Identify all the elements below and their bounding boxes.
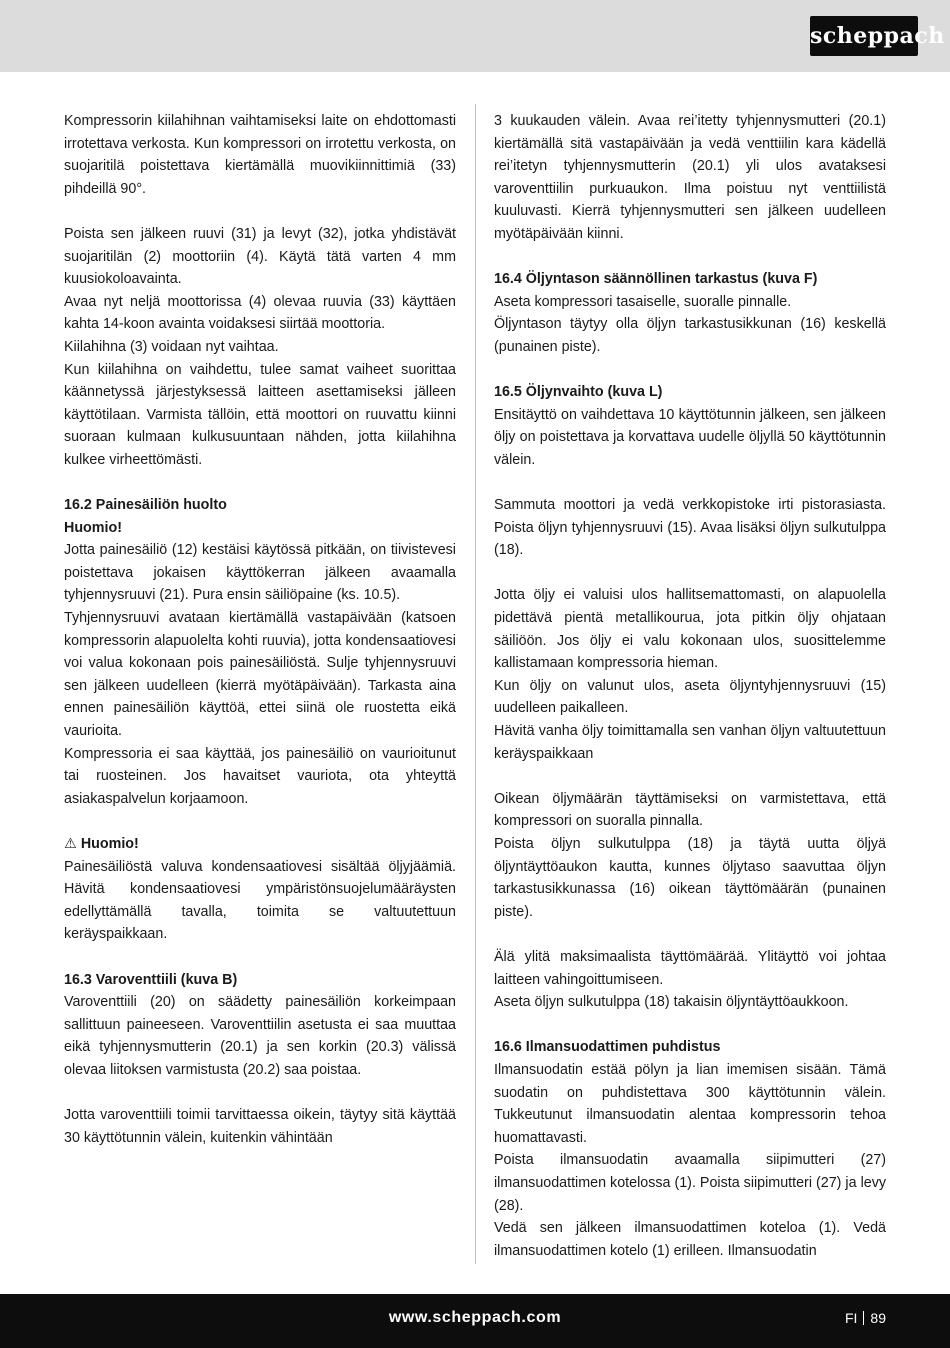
section-heading-16-3: 16.3 Varoventtiili (kuva B) bbox=[64, 971, 238, 988]
paragraph: Poista sen jälkeen ruuvi (31) ja levyt (32), jotka yhdistävät suojaritilän (2) moottoriin (4). Käytä tätä varten 4 mm kuusiokoloavainta. bbox=[64, 225, 456, 288]
paragraph: Poista öljyn sulkutulppa (18) ja täytä uutta öljyä öljyntäyttöaukon kautta, kunnes öljytaso saavuttaa öljyn tarkastusikkunassa (16) oikean täyttömäärän (punainen piste). bbox=[494, 836, 886, 920]
paragraph: Varoventtiili (20) on säädetty painesäiliön korkeimpaan sallittuun paineeseen. Varoventtiilin asetusta ei saa muuttaa eikä tyhjennysmutterin (20.1) ja sen korkin (20.3) välissä olevaa liitoksen varmistusta (20.2) saa poistaa. bbox=[64, 994, 456, 1078]
paragraph: Kun kiilahihna on vaihdettu, tulee samat vaiheet suorittaa käännetyssä järjestyksessä laitteen asettamiseksi jälleen käyttötilaan. Varmista tällöin, että moottori on ruuvattu kiinni suoraan kulmaan kulkusuuntaan nähden, jotta kiilahihna kulkee virheettömästi. bbox=[64, 361, 456, 468]
notice-heading: Huomio! bbox=[64, 519, 122, 536]
paragraph: Jotta varoventtiili toimii tarvittaessa oikein, täytyy sitä käyttää 30 käyttötunnin välein, kuitenkin vähintään bbox=[64, 1107, 456, 1146]
paragraph: Vedä sen jälkeen ilmansuodattimen koteloa (1). Vedä ilmansuodattimen kotelo (1) erilleen. Ilmansuodatin bbox=[494, 1220, 886, 1259]
left-column bbox=[64, 110, 456, 1149]
paragraph: Painesäiliöstä valuva kondensaatiovesi sisältää öljyjäämiä. Hävitä kondensaatiovesi ympäristönsuojelumääräysten edellyttämällä tavalla, toimita se valtuutettuun keräyspaikkaan. bbox=[64, 858, 456, 943]
scheppach-logo: scheppach bbox=[810, 16, 918, 56]
paragraph: Jotta painesäiliö (12) kestäisi käytössä pitkään, on tiivistevesi poistettava jokaisen käyttökerran jälkeen avaamalla tyhjennysruuvi (21). Pura ensin säiliöpaine (ks. 10.5). bbox=[64, 542, 456, 604]
paragraph: Älä ylitä maksimaalista täyttömäärää. Ylitäyttö voi johtaa laitteen vahingoittumiseen. bbox=[494, 948, 886, 988]
paragraph: Sammuta moottori ja vedä verkkopistoke irti pistorasiasta. Poista öljyn tyhjennysruuvi (15). Avaa lisäksi öljyn sulkutulppa (18). bbox=[494, 497, 886, 559]
warning-heading bbox=[64, 833, 456, 856]
paragraph: Kompressorin kiilahihnan vaihtamiseksi laite on ehdottomasti irrotettava verkosta. Kun kompressori on irrotettu verkosta, on suojaritilä poistettava kiertämällä muovikiinnittimiä (33) pihdeillä 90°. bbox=[64, 113, 456, 197]
paragraph: Ilmansuodatin estää pölyn ja lian imemisen sisään. Tämä suodatin on puhdistettava 300 käyttötunnin välein. Tukkeutunut ilmansuodatin alentaa kompressorin tehoa huomattavasti. bbox=[494, 1061, 886, 1146]
page-number-block bbox=[845, 1294, 886, 1342]
paragraph: Avaa nyt neljä moottorissa (4) olevaa ruuvia (33) käyttäen kahta 14-koon avainta voidaksesi siirtää moottoria. bbox=[64, 293, 456, 333]
paragraph: Aseta öljyn sulkutulppa (18) takaisin öljyntäyttöaukkoon. bbox=[494, 994, 849, 1011]
paragraph: Aseta kompressori tasaiselle, suoralle pinnalle. bbox=[494, 293, 792, 310]
section-heading-16-5: 16.5 Öljynvaihto (kuva L) bbox=[494, 384, 663, 401]
paragraph: 3 kuukauden välein. Avaa rei’itetty tyhjennysmutteri (20.1) kiertämällä sitä vastapäivään ja vedä venttiilin kara kädellä rei’itetyn tyhjennysmutterin (20.1) yli ulos avataksesi varoventtiilin purkuaukon. Ilma poistuu nyt venttiilistä kuuluvasti. Kierrä tyhjennysmutteri sen jälkeen uudelleen myötäpäivään kiinni. bbox=[494, 113, 886, 242]
warning-triangle-icon: ⚠ bbox=[64, 836, 77, 852]
language-code: FI bbox=[844, 1310, 858, 1326]
paragraph: Kiilahihna (3) voidaan nyt vaihtaa. bbox=[64, 338, 279, 355]
paragraph: Öljyntason täytyy olla öljyn tarkastusikkunan (16) keskellä (punainen piste). bbox=[494, 316, 886, 355]
paragraph: Hävitä vanha öljy toimittamalla sen vanhan öljyn valtuutettuun keräyspaikkaan bbox=[494, 723, 886, 762]
section-heading-16-2: 16.2 Painesäiliön huolto bbox=[64, 497, 227, 514]
section-heading-16-4: 16.4 Öljyntason säännöllinen tarkastus (kuva F) bbox=[494, 271, 818, 288]
paragraph: Ensitäyttö on vaihdettava 10 käyttötunnin jälkeen, sen jälkeen öljy on poistettava ja korvattava uudelle öljyllä 50 käyttötunnin välein. bbox=[494, 406, 886, 468]
paragraph: Kun öljy on valunut ulos, aseta öljyntyhjennysruuvi (15) uudelleen paikalleen. bbox=[494, 677, 886, 717]
page-number: 89 bbox=[870, 1310, 886, 1326]
paragraph: Kompressoria ei saa käyttää, jos painesäiliö on vaurioitunut tai ruosteinen. Jos havaitset vauriota, ota yhteyttä asiakaspalvelun korjaamoon. bbox=[64, 745, 456, 807]
paragraph: Jotta öljy ei valuisi ulos hallitsemattomasti, on alapuolella pidettävä pientä metallikourua, jota pitkin öljy ohjataan säiliöön. Jos öljy ei valu kokonaan ulos, suosittelemme kallistamaan kompressoria hieman. bbox=[494, 587, 886, 672]
website-url: www.scheppach.com bbox=[388, 1309, 562, 1326]
separator bbox=[863, 1311, 864, 1325]
paragraph: Oikean öljymäärän täyttämiseksi on varmistettava, että kompressori on suoralla pinnalla. bbox=[494, 790, 886, 830]
right-column bbox=[494, 110, 886, 1262]
page-footer bbox=[0, 1294, 950, 1348]
warning-heading-label: Huomio! bbox=[80, 836, 139, 852]
column-divider bbox=[475, 104, 476, 1264]
section-heading-16-6: 16.6 Ilmansuodattimen puhdistus bbox=[494, 1039, 721, 1056]
page-header bbox=[0, 0, 950, 72]
paragraph: Poista ilmansuodatin avaamalla siipimutteri (27) ilmansuodattimen kotelossa (1). Poista siipimutteri (27) ja levy (28). bbox=[494, 1152, 886, 1214]
paragraph: Tyhjennysruuvi avataan kiertämällä vastapäivään (katsoen kompressorin alapuolelta kohti ruuvia), jotta kondensaatiovesi voi valua kokonaan pois painesäiliöstä. Sulje tyhjennysruuvi sen jälkeen uudelleen (kierrä myötäpäivään). Tarkasta aina ennen painesäiliön käyttöä, ettei siinä ole ruostetta eikä vaurioita. bbox=[64, 610, 456, 740]
